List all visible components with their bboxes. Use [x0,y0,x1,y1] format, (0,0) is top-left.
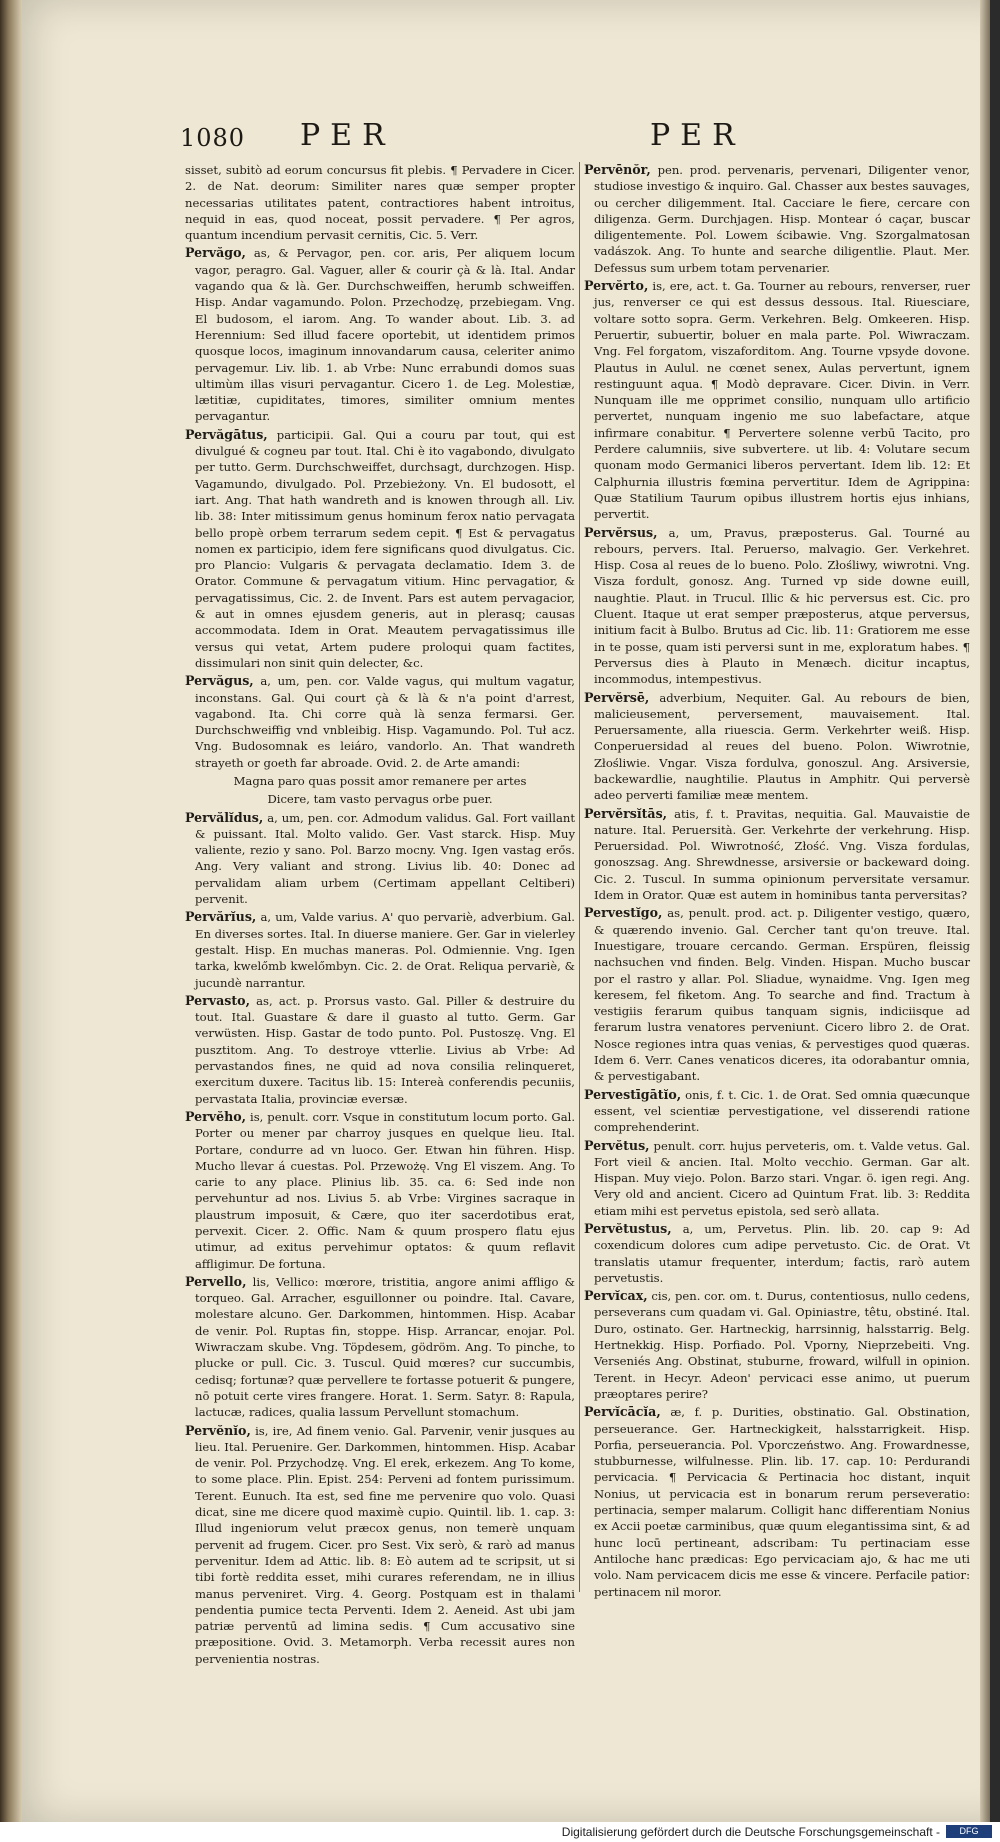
entry-text: sisset, subitò ad eorum concursus fit plebis. ¶ Pervadere in Cicer. 2. de Nat. deorum: Similiter nares quæ semper propter necessarias utilitates patent, contractiores habent introitus, nequid in eas, quod noceat, possit pervadere. ¶ Per agros, quantum incendium pervasit cernitis, Cic. 5. Verr. [185,163,575,243]
dictionary-entry [584,1138,970,1219]
entry-headword: Pervĕrsĭtās, [584,805,668,821]
dictionary-entry [584,1087,970,1136]
entry-headword: Pervĭcax, [584,1288,648,1304]
verse-line: Magna paro quas possit amor remanere per artes [233,773,527,788]
entry-text: a, um, Pervetus. Plin. lib. 20. cap 9: Ad coxendicum dolores cum adipe pervetusto. Cic. de Orat. Vt translatis utamur frequenter, interdum; factis, rarò autem pervetustis. [594,1222,970,1285]
dictionary-entry [185,162,575,243]
entry-text: a, um, Pravus, præposterus. Gal. Tourné au rebours, pervers. Ital. Peruerso, malvagio. Ger. Verkehret. Hisp. Cosa al reues de lo bueno. Polo. Złośliwy, wiwrotni. Vng. Visza fordult, gonosz. Ang. Turned vp side downe euill, naughtie. Plaut. in Trucul. Illic & hic perversus est. Cic. pro Cluent. Itaque ut erat semper præposterus, atque perversus, initium facit à Bulbo. Brutus ad Cic. lib. 11: Gratiorem me esse in te posse, quam isti perversi sunt in me, exploratum habes. ¶ Perversus dies à Plauto in Menæch. dicitur incaptus, incommodus, intempestivus. [594,525,970,687]
entry-text: æ, f. p. Durities, obstinatio. Gal. Obstination, perseuerance. Ger. Hartneckigkeit, halsstarrigkeit. Hisp. Porfia, perseuerancia. Pol. Vporczeństwo. Ang. Frowardnesse, stubburnesse, wilfulnesse. Plin. lib. 17. cap. 10: Perdurandi pervicacia. ¶ Pervicacia & Pertinacia hoc distant, inquit Nonius, ut pervicacia est in bonarum rerum perseveratio: pertinacia, semper malarum. Colligit hanc differentiam Nonius ex Accii poetæ carminibus, quæ quum elegantissima sint, & ad hunc locū pertineant, adscribam: Tu pertinaciam esse Antiloche hanc prædicas: Ego pervicaciam ajo, & hac me uti volo. Nam pervicacem dicis me esse & vincere. Perfacile patior: pertinacem nil moror. [594,1405,971,1599]
entry-headword: Pervĭcācĭa, [584,1404,661,1420]
dictionary-entry [185,810,575,908]
entry-headword: Pervasto, [185,992,250,1008]
dictionary-entry [185,909,575,990]
entry-headword: Pervăgātus, [185,426,268,442]
verse-line: Dicere, tam vasto pervagus orbe puer. [267,792,493,807]
dictionary-entry [584,1404,970,1600]
dictionary-entry [584,806,970,904]
entry-headword: Pervăgus, [185,673,254,689]
entry-headword: Pervĕho, [185,1108,247,1124]
dictionary-entry [584,690,970,804]
dictionary-entry [185,1423,575,1667]
entry-text: participii. Gal. Qui a couru par tout, qui est divulgué & cogneu par tout. Ital. Chi è ito vagabondo, divulgato per tutto. Germ. Durchschweiffet, durchsagt, durchzogen. Hisp. Vagamundo, divulgado. Pol. Przebieżony. Vn. El budosott, el iart. Ang. That hath wandreth and is knowen through all. Liv. lib. 38: Inter mitissimum genus hominum ferox natio pervagata bello propè orbem terrarum sedem cepit. ¶ Est & pervagatus nomen ex participio, idem fere significans quod divulgatus. Cic. pro Plancio: Vulgaris & pervagata declamatio. Idem 3. de Orator. Commune & pervagatum vitium. Hinc pervagatior, & pervagatissimus, Cic. 2. de Invent. Pars est autem pervagacior, & aut in omnes ejusdem generis, aut in plerasq; causas accommodata. Idem in Orat. Meautem pervagatissimus ille versus qui vetat, Artem pudere proloqui quam factites, dissimulari non sinit quin delecter, &c. [195,427,576,670]
dictionary-entry [185,1109,575,1272]
running-head-right: PER [650,118,745,153]
entry-headword: Pervestĭgo, [584,905,663,921]
entry-text: atis, f. t. Pravitas, nequitia. Gal. Mauvaistie de nature. Ital. Peruersità. Ger. Verkehrte der verkehrung. Hisp. Peruersidad. Pol. Wiwrotność, Złość. Vng. Visza fordulas, gonoszsag. Ang. Shrewdnesse, arsiversie or backeward doing. Cic. 2. Tuscul. In summa opinionum perversitate versamur. Idem in Orator. Quæ est autem in hominibus tanta perversitas? [594,806,970,903]
dictionary-entry [185,993,575,1107]
left-column [185,162,576,1666]
entry-text: a, um, Valde varius. A' quo pervariè, adverbium. Gal. En diverses sortes. Ital. In diuerse maniere. Ger. Gar in vielerley gestalt. Hisp. En muchas maneras. Pol. Odmiennie. Vng. Igen tarka, kwelőmb kwelőmbyn. Cic. 2. de Orat. Reliqua pervariè, & jucundè narrantur. [195,910,576,990]
entry-headword: Pervărĭus, [185,909,257,925]
entry-headword: Pervălĭdus, [185,809,264,825]
dictionary-entry [185,673,575,771]
entry-text: lis, Vellico: mœrore, tristitia, angore animi affligo & torqueo. Gal. Arracher, esguillonner ou poindre. Ital. Cavare, molestare alcuno. Ger. Darkommen, hintommen. Hisp. Acabar de venir. Pol. Ruptas fin, stoppe. Hisp. Arrancar, enojar. Pol. Wiwraczam skube. Vng. Töpdesem, gödröm. Ang. To pinche, to plucke or pull. Cic. 3. Tuscul. Quid mœres? cur succumbis, cedisq; fortunæ? quæ pervellere te fortasse potuerit & pungere, nō potuit certe vires frangere. Horat. 1. Serm. Satyr. 8: Rapula, lactucæ, radices, qualia lassum Pervellunt stomachum. [195,1274,576,1420]
dfg-logo: DFG [946,1825,992,1838]
book-spine [0,0,22,1822]
footer-text: Digitalisierung gefördert durch die Deutsche Forschungsgemeinschaft - [561,1825,940,1839]
dictionary-entry [584,162,970,276]
page-edge [980,0,990,1822]
entry-headword: Pervēnŏr, [584,162,651,177]
entry-text: onis, f. t. Cic. 1. de Orat. Sed omnia quæcunque essent, vel scientiæ pervestigatione, vel disserendi ratione comprehenderint. [594,1087,970,1135]
entry-headword: Pervĕrsē, [584,689,650,705]
entry-headword: Pervĕnĭo, [185,1422,251,1438]
page-header [180,118,840,158]
entry-text: is, ire, Ad finem venio. Gal. Parvenir, venir jusques au lieu. Ital. Peruenire. Ger. Darkommen, hintommen. Hisp. Acabar de venir. Pol. Przychodzę. Vng. El erek, erkezem. Ang To kome, to some place. Plin. Epist. 254: Perveni ad fontem purissimum. Terent. Eunuch. Ita est, sed fine me pervenire quo volo. Quasi dicat, sine me dicere quod maximè cupio. Quintil. lib. 1. cap. 3: Illud ingeniorum velut præcox genus, non temerè unquam pervenit ad frugem. Cicer. pro Sest. Vix serò, & rarò ad manus pervenitur. Idem ad Attic. lib. 8: Eò autem ad te scripsit, ut si tibi fortè reddita esset, mihi curares referendam, ne in illius manus perveniret. Virg. 4. Georg. Postquam est in thalami pendentia pumice tecta Perventi. Idem 2. Aeneid. Ast ubi jam patriæ perventū ad limina sedis. ¶ Cum accusativo sine præpositione. Ovid. 3. Metamorph. Verba recessit aures non pervenientia nostras. [195,1423,576,1666]
entry-headword: Pervĕtus, [584,1137,650,1153]
entry-text: as, penult. prod. act. p. Diligenter vestigo, quæro, & quærendo invenio. Gal. Cercher tant qu'on treuve. Ital. Inuestigare, trouare cercando. German. Erspüren, fleissig nachsuchen vnd finden. Belg. Vinden. Hispan. Mucho buscar por el rastro y allar. Pol. Sliadue, wynaidme. Vng. Igen meg keresem, fel fiketom. Ang. To searche and find. Tractum à vestigiis ferarum quibus tanquam signis, indiciisque ad ferarum lustra venatores perveniunt. Cicero libro 2. de Orat. Nosce regiones intra quas venias, & pervestiges quod quæras. Idem 6. Verr. Canes venaticos diceres, ita odorabantur omnia, & pervestigabant. [594,906,971,1084]
column-divider [579,162,580,1592]
entry-text: a, um, pen. cor. Valde vagus, qui multum vagatur, inconstans. Gal. Qui court çà & là & n'a point d'arrest, vagabond. Ita. Chi corre quà là senza fermarsi. Ger. Durchschweiffig vnd vnbleibig. Hisp. Vagamundo. Pol. Tuł acz. Vng. Budosomnak es leiáro, vandorlo. An. That wandreth strayeth or goeth far abroade. Ovid. 2. de Arte amandi: [195,674,575,770]
entry-text: is, penult. corr. Vsque in constitutum locum porto. Gal. Porter ou mener par charroy jusques en quelque lieu. Ital. Portare, condurre ad vn luoco. Ger. Etwan hin führen. Hisp. Mucho llevar á cuestas. Pol. Przewożę. Vng El viszem. Ang. To carie to any place. Plinius lib. 35. ca. 6: Sed inde non pervehuntur ad nos. Livius 5. ab Vrbe: Virgines sacraque in plaustrum imposuit, & Cære, quo iter sacerdotibus erat, pervexit. Cicer. 2. Offic. Nam & quum prospero flatu ejus utimur, ad exitus pervehimur optatos: & quum reflavit affligimur. De fortuna. [195,1109,576,1271]
entry-headword: Pervestīgātĭo, [584,1086,682,1102]
entry-headword: Pervĕrsus, [584,524,658,540]
dictionary-entry [185,427,575,671]
running-head-left: PER [300,118,395,153]
entry-text: as, act. p. Prorsus vasto. Gal. Piller & destruire du tout. Ital. Guastare & dare il guasto al tutto. Germ. Gar verwüsten. Hisp. Gastar de todo punto. Pol. Pustoszę. Vng. El pusztitom. Ang. To destroye vtterlie. Livius ab Vrbe: Ad pervastandos fines, ne quid ad nova consilia relinqueret, exercitum duxere. Tacitus lib. 15: Intereà conferendis pecuniis, pervastata Italia, provinciæ eversæ. [195,993,576,1106]
digitization-footer [0,1822,1000,1842]
dictionary-entry [185,245,575,424]
entry-text: pen. prod. pervenaris, pervenari, Diligenter venor, studiose investigo & inquiro. Gal. Chasser aux bestes sauvages, ou cercher diligemment. Ital. Cacciare le fiere, cercare con diligenza. Germ. Durchjagen. Hisp. Montear ó caçar, buscar diligentemente. Pol. Lowem ścibawie. Vng. Szorgalmatosan vadászok. Ang. To hunte and searche diligentlie. Plaut. Mer. Defessus sum urbem totam pervenarier. [594,163,970,275]
page-number: 1080 [180,124,246,152]
dictionary-entry [584,1288,970,1402]
dictionary-entry [584,1221,970,1286]
entry-headword: Pervello, [185,1273,247,1289]
entry-text: as, & Pervagor, pen. cor. aris, Per aliquem locum vagor, peragro. Gal. Vaguer, aller & courir çà & là. Ital. Andar vagando qua & là. Ger. Durchschweiffen, herumb schweiffen. Hisp. Andar vagamundo. Polon. Przechodzę, przebiegam. Vng. El budosom, el iarom. Ang. To wander about. Lib. 3. ad Herennium: Sed illud facere oportebit, ut identidem primos quosque locos, imaginum innovandarum causa, celeriter animo pervagemur. Liv. lib. 1. ab Vrbe: Nunc errabundi domos suas ultimùm illas visuri pervagantur. Cicero 1. de Leg. Molestiæ, lætitiæ, cupiditates, timores, similiter omnium mentes pervagantur. [195,246,575,424]
entry-headword: Pervĕtustus, [584,1221,672,1236]
right-column [584,162,970,1612]
entry-headword: Pervăgo, [185,245,246,261]
dictionary-entry [584,278,970,522]
dictionary-entry [584,905,970,1084]
entry-text: cis, pen. cor. om. t. Durus, contentiosus, nullo cedens, perseverans cum quadam vi. Gal. Opiniastre, têtu, obstiné. Ital. Duro, ostinato. Ger. Hartneckig, harrsinnig, halsstarrig. Belg. Hertnekkig. Hisp. Porfiado. Pol. Vporny, Nieprzebeiti. Vng. Verseniés Ang. Obstinat, stuburne, froward, wilfull in opinion. Terent. in Hecyr. Adeon' pervicaci esse animo, ut puerum præoptares perire? [594,1289,970,1401]
entry-text: adverbium, Nequiter. Gal. Au rebours de bien, malicieusement, perversement, mauvaisement. Ital. Peruersamente, alla riuescia. Germ. Verkehrter weiß. Hisp. Conperuersidad al reues del bueno. Polon. Wiwrotnie, Złośliwie. Vngar. Visza fordulva, gonoszul. Ang. Arsiversie, backewardlie, naughtilie. Plautus in Amphitr. Qui perversè adeo perverti familiæ meæ mentem. [594,690,970,803]
entry-text: is, ere, act. t. Ga. Tourner au rebours, renverser, ruer jus, renverser ce qui est dessus dessous. Ital. Riuesciare, voltare sotto sopra. Germ. Verkehren. Belg. Omkeeren. Hisp. Peruertir, subuertir, boluer en mala parte. Pol. Wiwraczam. Vng. Fel forgatom, viszaforditom. Ang. Tourne vpsyde dovone. Plautus in Aulul. ne cœnet senex, Aulas pervertunt, ignem restinguunt aqua. ¶ Modò depravare. Cicer. Divin. in Verr. Nunquam ille me opprimet consilio, nunquam ullo artificio pervertet, nunquam ingenio me suo labefactare, atque infirmare conabitur. ¶ Pervertere solenne verbū Tacito, pro Perdere calumniis, sive subvertere. ut lib. 4: Volutare secum quonam modo Germanici liberos pervertant. Idem lib. 12: Et Calphurnia illustris fœmina pervertitur. Idem de Agrippina: Quæ Statilium Taurum opibus illustrem hortis ejus inhians, pervertit. [594,279,971,522]
dictionary-entry [584,525,970,688]
entry-headword: Pervĕrto, [584,278,649,294]
entry-text: penult. corr. hujus perveteris, om. t. Valde vetus. Gal. Fort vieil & ancien. Ital. Molto vecchio. German. Gar alt. Hispan. Muy viejo. Polon. Barzo stari. Vngar. ö. igen regi. Ang. Very old and ancient. Cicero ad Quintum Frat. lib. 3: Reddita etiam mihi est pervetus epistola, sed serò allata. [594,1138,970,1218]
entry-text: a, um, pen. cor. Admodum validus. Gal. Fort vaillant & puissant. Ital. Molto valido. Ger. Vast starck. Hisp. Muy valiente, rezio y sano. Pol. Barzo mocny. Vng. Igen vastag erős. Ang. Very valiant and strong. Livius lib. 40: Donec ad pervalidam aliam urbem (Certimam appellant Celtiberi) pervenit. [195,810,575,907]
dictionary-entry [185,1274,575,1421]
